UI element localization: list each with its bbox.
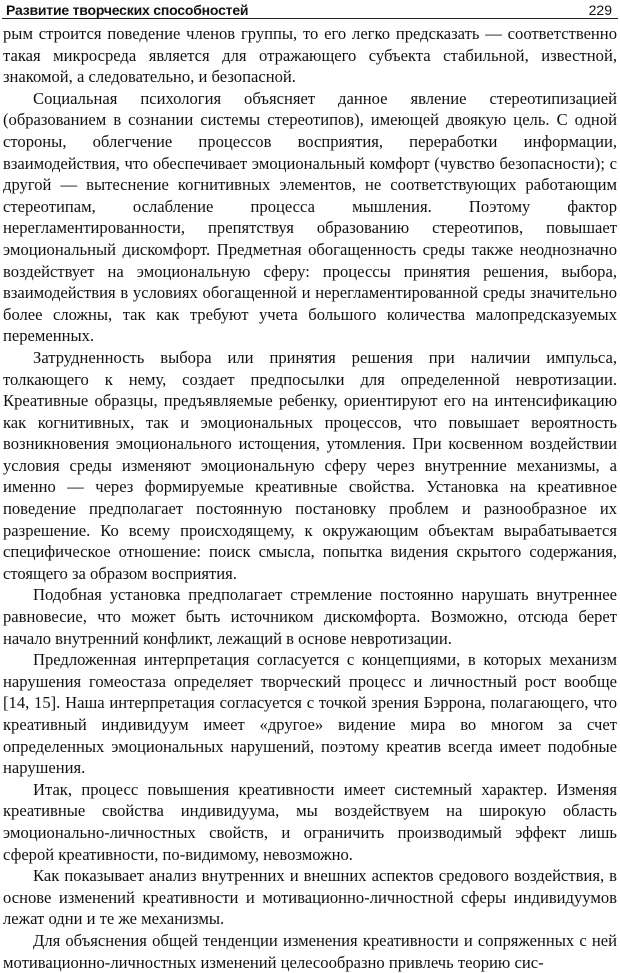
paragraph: Подобная установка предполагает стремление постоянно нарушать внутреннее равновесие, что может быть источником дискомфорта. Возможно, отсюда берет начало внутренний конфликт, лежащий в основе невротизации.	[3, 585, 617, 648]
paragraph: Затрудненность выбора или принятия решения при наличии импульса, толкающего к нему, создает предпосылки для определенной невротизации. Креативные образцы, предъявляемые ребенку, ориентируют его на интенсификацию как когнитивных, так и эмоциональных процессов, что повышает вероятность возникновения эмоционального истощения, утомления. При косвенном воздействии условия среды изменяют эмоциональную сферу через внутренние механизмы, а именно — через формируемые креативные свойства. Установка на креативное поведение предполагает постоянную постановку проблем и разнообразное их разрешение. Ко всему происходящему, к окружающим объектам вырабатывается специфическое отношение: поиск смысла, попытка видения скрытого содержания, стоящего за образом восприятия.	[3, 347, 617, 583]
paragraph: Как показывает анализ внутренних и внешних аспектов средового воздействия, в основе изменений креативности и мотивационно-личностной сферы индивидуумов лежат одни и те же механизмы.	[3, 866, 617, 929]
paragraph: Предложенная интерпретация согласуется с концепциями, в которых механизм нарушения гомеостаза определяет творческий процесс и личностный рост вообще [14, 15]. Наша интерпретация согласуется с точкой зрения Бэррона, полагающего, что креативный индивидуум имеет «другое» видение мира во многом за счет определенных эмоциональных нарушений, поэтому креатив всегда имеет подобные нарушения.	[3, 650, 617, 778]
paragraph: Итак, процесс повышения креативности имеет системный характер. Изменяя креативные свойства индивидуума, мы воздействуем на широкую область эмоционально-личностных свойств, и ограничить производимый эффект лишь сферой креативности, по-видимому, невозможно.	[3, 779, 617, 864]
paragraph: Для объяснения общей тенденции изменения креативности и сопряженных с ней мотивационно-личностных изменений целесообразно привлечь теорию сис-	[3, 930, 617, 972]
body-text	[2, 23, 618, 973]
chapter-title: Развитие творческих способностей	[6, 2, 249, 18]
running-head	[2, 0, 618, 19]
paragraph: Социальная психология объясняет данное явление стереотипизацией (образованием в сознании системы стереотипов), имеющей двоякую цель. С одной стороны, облегчение процессов восприятия, переработки информации, взаимодействия, что обеспечивает эмоциональный комфорт (чувство безопасности); с другой — вытеснение когнитивных элементов, не соответствующих работающим стереотипам, ослабление процесса мышления. Поэтому фактор нерегламентированности, препятствуя образованию стереотипов, повышает эмоциональный дискомфорт. Предметная обогащенность среды также неоднозначно воздействует на эмоциональную сферу: процессы принятия решения, выбора, взаимодействия в условиях обогащенной и нерегламентированной среды значительно более сложны, так как требуют учета большого количества малопредсказуемых переменных.	[3, 88, 617, 346]
page-number: 229	[588, 2, 612, 18]
paragraph-continued: рым строится поведение членов группы, то его легко предсказать — соответственно такая микросреда является для отражающего субъекта стабильной, известной, знакомой, а следовательно, и безопасной.	[3, 24, 617, 87]
